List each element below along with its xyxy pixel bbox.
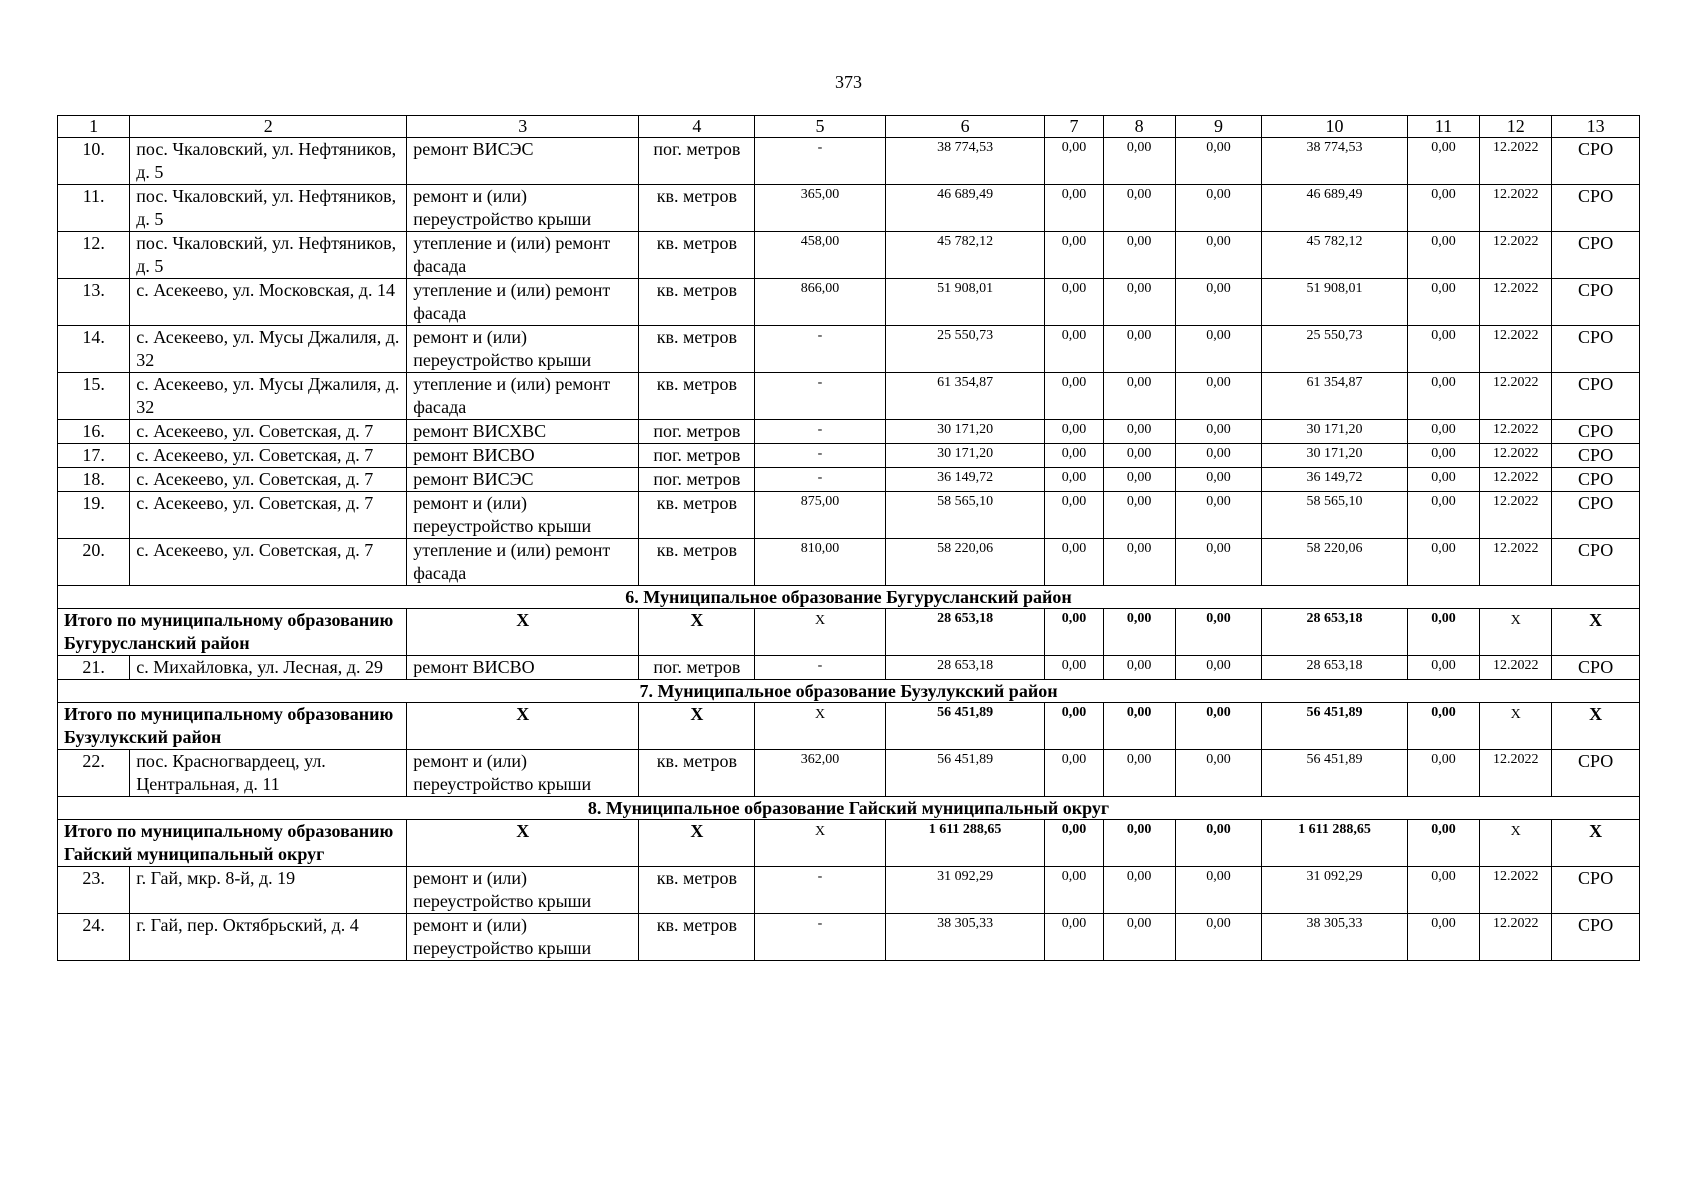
volume-cell: 866,00 bbox=[755, 279, 885, 326]
column-number: 8 bbox=[1103, 116, 1175, 138]
subtotal-label: Итого по муниципальному образованию Гайский муниципальный округ bbox=[58, 820, 407, 867]
subtotal-x: X bbox=[1480, 820, 1552, 867]
method-cell: СРО bbox=[1552, 468, 1640, 492]
value-cell: 28 653,18 bbox=[1262, 656, 1408, 680]
method-cell: СРО bbox=[1552, 279, 1640, 326]
subtotal-x: X bbox=[1552, 703, 1640, 750]
method-cell: СРО bbox=[1552, 420, 1640, 444]
work-type-cell: утепление и (или) ремонт фасада bbox=[407, 373, 639, 420]
total-cost-cell: 30 171,20 bbox=[885, 444, 1045, 468]
column-number: 10 bbox=[1262, 116, 1408, 138]
address-cell: г. Гай, пер. Октябрьский, д. 4 bbox=[130, 914, 407, 961]
subtotal-x: X bbox=[407, 609, 639, 656]
address-cell: с. Асекеево, ул. Советская, д. 7 bbox=[130, 492, 407, 539]
page-number: 373 bbox=[835, 72, 862, 92]
value-cell: 0,00 bbox=[1045, 279, 1103, 326]
date-cell: 12.2022 bbox=[1480, 138, 1552, 185]
date-cell: 12.2022 bbox=[1480, 914, 1552, 961]
value-cell: 0,00 bbox=[1103, 468, 1175, 492]
subtotal-x: X bbox=[407, 820, 639, 867]
subtotal-value: 28 653,18 bbox=[1262, 609, 1408, 656]
address-cell: пос. Чкаловский, ул. Нефтяников, д. 5 bbox=[130, 138, 407, 185]
volume-cell: 365,00 bbox=[755, 185, 885, 232]
work-type-cell: ремонт ВИСЭС bbox=[407, 138, 639, 185]
method-cell: СРО bbox=[1552, 373, 1640, 420]
total-cost-cell: 56 451,89 bbox=[885, 750, 1045, 797]
table-row bbox=[58, 232, 1640, 279]
date-cell: 12.2022 bbox=[1480, 539, 1552, 586]
row-number: 16. bbox=[58, 420, 130, 444]
table-row bbox=[58, 492, 1640, 539]
total-cost-cell: 61 354,87 bbox=[885, 373, 1045, 420]
total-cost-cell: 38 774,53 bbox=[885, 138, 1045, 185]
unit-cell: пог. метров bbox=[639, 420, 755, 444]
subtotal-value: 0,00 bbox=[1045, 609, 1103, 656]
unit-cell: пог. метров bbox=[639, 138, 755, 185]
method-cell: СРО bbox=[1552, 326, 1640, 373]
value-cell: 0,00 bbox=[1045, 373, 1103, 420]
address-cell: г. Гай, мкр. 8-й, д. 19 bbox=[130, 867, 407, 914]
total-cost-cell: 38 305,33 bbox=[885, 914, 1045, 961]
value-cell: 0,00 bbox=[1175, 279, 1261, 326]
row-number: 19. bbox=[58, 492, 130, 539]
value-cell: 0,00 bbox=[1103, 138, 1175, 185]
work-type-cell: ремонт и (или) переустройство крыши bbox=[407, 185, 639, 232]
value-cell: 0,00 bbox=[1045, 232, 1103, 279]
value-cell: 0,00 bbox=[1045, 138, 1103, 185]
table-row bbox=[58, 279, 1640, 326]
value-cell: 0,00 bbox=[1103, 492, 1175, 539]
row-number: 23. bbox=[58, 867, 130, 914]
subtotal-value: 0,00 bbox=[1045, 820, 1103, 867]
value-cell: 58 565,10 bbox=[1262, 492, 1408, 539]
value-cell: 0,00 bbox=[1175, 185, 1261, 232]
date-cell: 12.2022 bbox=[1480, 326, 1552, 373]
value-cell: 56 451,89 bbox=[1262, 750, 1408, 797]
total-cost-cell: 58 565,10 bbox=[885, 492, 1045, 539]
value-cell: 0,00 bbox=[1045, 750, 1103, 797]
column-number: 4 bbox=[639, 116, 755, 138]
method-cell: СРО bbox=[1552, 656, 1640, 680]
row-number: 21. bbox=[58, 656, 130, 680]
subtotal-value: 0,00 bbox=[1175, 609, 1261, 656]
value-cell: 0,00 bbox=[1175, 867, 1261, 914]
method-cell: СРО bbox=[1552, 232, 1640, 279]
column-number: 7 bbox=[1045, 116, 1103, 138]
value-cell: 0,00 bbox=[1045, 492, 1103, 539]
subtotal-x: X bbox=[1552, 609, 1640, 656]
row-number: 24. bbox=[58, 914, 130, 961]
table-row bbox=[58, 867, 1640, 914]
subtotal-value: 0,00 bbox=[1103, 820, 1175, 867]
table-row bbox=[58, 539, 1640, 586]
subtotal-x: X bbox=[407, 703, 639, 750]
unit-cell: пог. метров bbox=[639, 656, 755, 680]
subtotal-value: 0,00 bbox=[1407, 609, 1479, 656]
subtotal-value: 0,00 bbox=[1407, 703, 1479, 750]
value-cell: 0,00 bbox=[1045, 420, 1103, 444]
value-cell: 0,00 bbox=[1045, 185, 1103, 232]
value-cell: 0,00 bbox=[1175, 373, 1261, 420]
unit-cell: кв. метров bbox=[639, 867, 755, 914]
value-cell: 0,00 bbox=[1407, 232, 1479, 279]
subtotal-x: X bbox=[639, 820, 755, 867]
total-cost-cell: 25 550,73 bbox=[885, 326, 1045, 373]
value-cell: 58 220,06 bbox=[1262, 539, 1408, 586]
value-cell: 61 354,87 bbox=[1262, 373, 1408, 420]
method-cell: СРО bbox=[1552, 492, 1640, 539]
value-cell: 31 092,29 bbox=[1262, 867, 1408, 914]
work-type-cell: ремонт и (или) переустройство крыши bbox=[407, 750, 639, 797]
date-cell: 12.2022 bbox=[1480, 867, 1552, 914]
subtotal-x: X bbox=[1480, 609, 1552, 656]
subtotal-x: X bbox=[755, 609, 885, 656]
value-cell: 0,00 bbox=[1103, 750, 1175, 797]
address-cell: с. Асекеево, ул. Советская, д. 7 bbox=[130, 539, 407, 586]
subtotal-value: 0,00 bbox=[1103, 609, 1175, 656]
volume-cell: 458,00 bbox=[755, 232, 885, 279]
date-cell: 12.2022 bbox=[1480, 656, 1552, 680]
row-number: 15. bbox=[58, 373, 130, 420]
address-cell: с. Асекеево, ул. Советская, д. 7 bbox=[130, 444, 407, 468]
address-cell: пос. Чкаловский, ул. Нефтяников, д. 5 bbox=[130, 185, 407, 232]
section-header-row bbox=[58, 797, 1640, 820]
address-cell: с. Асекеево, ул. Мусы Джалиля, д. 32 bbox=[130, 373, 407, 420]
unit-cell: кв. метров bbox=[639, 750, 755, 797]
volume-cell: - bbox=[755, 867, 885, 914]
value-cell: 0,00 bbox=[1407, 279, 1479, 326]
row-number: 10. bbox=[58, 138, 130, 185]
table-row bbox=[58, 468, 1640, 492]
total-cost-cell: 58 220,06 bbox=[885, 539, 1045, 586]
table-row bbox=[58, 185, 1640, 232]
total-cost-cell: 31 092,29 bbox=[885, 867, 1045, 914]
address-cell: с. Асекеево, ул. Московская, д. 14 bbox=[130, 279, 407, 326]
value-cell: 0,00 bbox=[1103, 656, 1175, 680]
value-cell: 45 782,12 bbox=[1262, 232, 1408, 279]
row-number: 12. bbox=[58, 232, 130, 279]
method-cell: СРО bbox=[1552, 867, 1640, 914]
unit-cell: пог. метров bbox=[639, 468, 755, 492]
value-cell: 0,00 bbox=[1407, 373, 1479, 420]
total-cost-cell: 30 171,20 bbox=[885, 420, 1045, 444]
repair-plan-table bbox=[57, 115, 1640, 961]
unit-cell: кв. метров bbox=[639, 914, 755, 961]
value-cell: 0,00 bbox=[1045, 914, 1103, 961]
table-row bbox=[58, 373, 1640, 420]
subtotal-value: 0,00 bbox=[1175, 703, 1261, 750]
total-cost-cell: 36 149,72 bbox=[885, 468, 1045, 492]
unit-cell: кв. метров bbox=[639, 539, 755, 586]
table-row bbox=[58, 656, 1640, 680]
value-cell: 0,00 bbox=[1103, 232, 1175, 279]
total-cost-cell: 28 653,18 bbox=[885, 656, 1045, 680]
volume-cell: - bbox=[755, 373, 885, 420]
row-number: 20. bbox=[58, 539, 130, 586]
table-row bbox=[58, 914, 1640, 961]
value-cell: 0,00 bbox=[1103, 185, 1175, 232]
column-number: 11 bbox=[1407, 116, 1479, 138]
value-cell: 0,00 bbox=[1407, 914, 1479, 961]
work-type-cell: ремонт ВИСХВС bbox=[407, 420, 639, 444]
volume-cell: - bbox=[755, 656, 885, 680]
section-title: 6. Муниципальное образование Бугурусланский район bbox=[58, 586, 1640, 609]
method-cell: СРО bbox=[1552, 539, 1640, 586]
total-cost-cell: 45 782,12 bbox=[885, 232, 1045, 279]
address-cell: с. Асекеево, ул. Мусы Джалиля, д. 32 bbox=[130, 326, 407, 373]
subtotal-x: X bbox=[639, 703, 755, 750]
value-cell: 0,00 bbox=[1407, 444, 1479, 468]
value-cell: 0,00 bbox=[1103, 326, 1175, 373]
subtotal-x: X bbox=[755, 820, 885, 867]
date-cell: 12.2022 bbox=[1480, 468, 1552, 492]
date-cell: 12.2022 bbox=[1480, 420, 1552, 444]
address-cell: пос. Чкаловский, ул. Нефтяников, д. 5 bbox=[130, 232, 407, 279]
date-cell: 12.2022 bbox=[1480, 279, 1552, 326]
table-row bbox=[58, 326, 1640, 373]
value-cell: 25 550,73 bbox=[1262, 326, 1408, 373]
work-type-cell: ремонт и (или) переустройство крыши bbox=[407, 326, 639, 373]
subtotal-amount: 1 611 288,65 bbox=[885, 820, 1045, 867]
value-cell: 0,00 bbox=[1045, 444, 1103, 468]
work-type-cell: ремонт и (или) переустройство крыши bbox=[407, 914, 639, 961]
row-number: 13. bbox=[58, 279, 130, 326]
row-number: 18. bbox=[58, 468, 130, 492]
column-number: 3 bbox=[407, 116, 639, 138]
row-number: 14. bbox=[58, 326, 130, 373]
date-cell: 12.2022 bbox=[1480, 750, 1552, 797]
work-type-cell: утепление и (или) ремонт фасада bbox=[407, 539, 639, 586]
value-cell: 0,00 bbox=[1407, 539, 1479, 586]
value-cell: 0,00 bbox=[1175, 232, 1261, 279]
column-number: 6 bbox=[885, 116, 1045, 138]
method-cell: СРО bbox=[1552, 138, 1640, 185]
row-number: 11. bbox=[58, 185, 130, 232]
column-number-row bbox=[58, 116, 1640, 138]
volume-cell: - bbox=[755, 420, 885, 444]
work-type-cell: ремонт ВИСВО bbox=[407, 444, 639, 468]
value-cell: 51 908,01 bbox=[1262, 279, 1408, 326]
work-type-cell: ремонт ВИСЭС bbox=[407, 468, 639, 492]
unit-cell: кв. метров bbox=[639, 279, 755, 326]
table-row bbox=[58, 138, 1640, 185]
date-cell: 12.2022 bbox=[1480, 232, 1552, 279]
column-number: 12 bbox=[1480, 116, 1552, 138]
subtotal-value: 0,00 bbox=[1407, 820, 1479, 867]
value-cell: 0,00 bbox=[1175, 750, 1261, 797]
value-cell: 0,00 bbox=[1103, 867, 1175, 914]
subtotal-value: 0,00 bbox=[1175, 820, 1261, 867]
work-type-cell: ремонт и (или) переустройство крыши bbox=[407, 492, 639, 539]
subtotal-row bbox=[58, 703, 1640, 750]
value-cell: 0,00 bbox=[1175, 326, 1261, 373]
value-cell: 38 774,53 bbox=[1262, 138, 1408, 185]
value-cell: 0,00 bbox=[1407, 656, 1479, 680]
value-cell: 0,00 bbox=[1045, 468, 1103, 492]
value-cell: 0,00 bbox=[1103, 914, 1175, 961]
section-header-row bbox=[58, 586, 1640, 609]
value-cell: 0,00 bbox=[1175, 420, 1261, 444]
subtotal-x: X bbox=[1480, 703, 1552, 750]
value-cell: 0,00 bbox=[1045, 656, 1103, 680]
work-type-cell: ремонт ВИСВО bbox=[407, 656, 639, 680]
unit-cell: кв. метров bbox=[639, 232, 755, 279]
address-cell: с. Асекеево, ул. Советская, д. 7 bbox=[130, 420, 407, 444]
table-row bbox=[58, 750, 1640, 797]
value-cell: 0,00 bbox=[1045, 539, 1103, 586]
value-cell: 0,00 bbox=[1407, 867, 1479, 914]
value-cell: 0,00 bbox=[1407, 492, 1479, 539]
value-cell: 30 171,20 bbox=[1262, 420, 1408, 444]
value-cell: 0,00 bbox=[1103, 539, 1175, 586]
subtotal-row bbox=[58, 609, 1640, 656]
total-cost-cell: 51 908,01 bbox=[885, 279, 1045, 326]
subtotal-value: 0,00 bbox=[1045, 703, 1103, 750]
row-number: 22. bbox=[58, 750, 130, 797]
date-cell: 12.2022 bbox=[1480, 373, 1552, 420]
value-cell: 0,00 bbox=[1175, 492, 1261, 539]
value-cell: 0,00 bbox=[1407, 326, 1479, 373]
value-cell: 38 305,33 bbox=[1262, 914, 1408, 961]
subtotal-label: Итого по муниципальному образованию Бузулукский район bbox=[58, 703, 407, 750]
work-type-cell: утепление и (или) ремонт фасада bbox=[407, 279, 639, 326]
column-number: 13 bbox=[1552, 116, 1640, 138]
subtotal-row bbox=[58, 820, 1640, 867]
section-title: 7. Муниципальное образование Бузулукский район bbox=[58, 680, 1640, 703]
value-cell: 0,00 bbox=[1407, 138, 1479, 185]
value-cell: 0,00 bbox=[1175, 444, 1261, 468]
method-cell: СРО bbox=[1552, 750, 1640, 797]
subtotal-value: 56 451,89 bbox=[1262, 703, 1408, 750]
value-cell: 0,00 bbox=[1103, 444, 1175, 468]
address-cell: с. Михайловка, ул. Лесная, д. 29 bbox=[130, 656, 407, 680]
subtotal-x: X bbox=[639, 609, 755, 656]
volume-cell: - bbox=[755, 326, 885, 373]
column-number: 9 bbox=[1175, 116, 1261, 138]
subtotal-amount: 56 451,89 bbox=[885, 703, 1045, 750]
volume-cell: - bbox=[755, 914, 885, 961]
subtotal-amount: 28 653,18 bbox=[885, 609, 1045, 656]
date-cell: 12.2022 bbox=[1480, 185, 1552, 232]
column-number: 2 bbox=[130, 116, 407, 138]
value-cell: 0,00 bbox=[1175, 656, 1261, 680]
value-cell: 0,00 bbox=[1175, 468, 1261, 492]
value-cell: 0,00 bbox=[1175, 914, 1261, 961]
value-cell: 0,00 bbox=[1175, 138, 1261, 185]
unit-cell: кв. метров bbox=[639, 492, 755, 539]
date-cell: 12.2022 bbox=[1480, 444, 1552, 468]
table-row bbox=[58, 420, 1640, 444]
volume-cell: - bbox=[755, 138, 885, 185]
volume-cell: 362,00 bbox=[755, 750, 885, 797]
row-number: 17. bbox=[58, 444, 130, 468]
work-type-cell: утепление и (или) ремонт фасада bbox=[407, 232, 639, 279]
volume-cell: 875,00 bbox=[755, 492, 885, 539]
value-cell: 0,00 bbox=[1407, 420, 1479, 444]
unit-cell: пог. метров bbox=[639, 444, 755, 468]
column-number: 5 bbox=[755, 116, 885, 138]
value-cell: 36 149,72 bbox=[1262, 468, 1408, 492]
volume-cell: - bbox=[755, 444, 885, 468]
subtotal-value: 0,00 bbox=[1103, 703, 1175, 750]
subtotal-x: X bbox=[755, 703, 885, 750]
subtotal-x: X bbox=[1552, 820, 1640, 867]
date-cell: 12.2022 bbox=[1480, 492, 1552, 539]
method-cell: СРО bbox=[1552, 914, 1640, 961]
value-cell: 46 689,49 bbox=[1262, 185, 1408, 232]
work-type-cell: ремонт и (или) переустройство крыши bbox=[407, 867, 639, 914]
volume-cell: - bbox=[755, 468, 885, 492]
method-cell: СРО bbox=[1552, 185, 1640, 232]
unit-cell: кв. метров bbox=[639, 185, 755, 232]
column-number: 1 bbox=[58, 116, 130, 138]
section-header-row bbox=[58, 680, 1640, 703]
subtotal-value: 1 611 288,65 bbox=[1262, 820, 1408, 867]
value-cell: 0,00 bbox=[1103, 420, 1175, 444]
subtotal-label: Итого по муниципальному образованию Бугурусланский район bbox=[58, 609, 407, 656]
section-title: 8. Муниципальное образование Гайский муниципальный округ bbox=[58, 797, 1640, 820]
total-cost-cell: 46 689,49 bbox=[885, 185, 1045, 232]
address-cell: с. Асекеево, ул. Советская, д. 7 bbox=[130, 468, 407, 492]
value-cell: 0,00 bbox=[1103, 279, 1175, 326]
value-cell: 0,00 bbox=[1407, 185, 1479, 232]
value-cell: 0,00 bbox=[1407, 750, 1479, 797]
volume-cell: 810,00 bbox=[755, 539, 885, 586]
unit-cell: кв. метров bbox=[639, 326, 755, 373]
value-cell: 0,00 bbox=[1045, 867, 1103, 914]
method-cell: СРО bbox=[1552, 444, 1640, 468]
value-cell: 0,00 bbox=[1045, 326, 1103, 373]
value-cell: 0,00 bbox=[1103, 373, 1175, 420]
value-cell: 30 171,20 bbox=[1262, 444, 1408, 468]
value-cell: 0,00 bbox=[1407, 468, 1479, 492]
table-row bbox=[58, 444, 1640, 468]
address-cell: пос. Красногвардеец, ул. Центральная, д. 11 bbox=[130, 750, 407, 797]
unit-cell: кв. метров bbox=[639, 373, 755, 420]
value-cell: 0,00 bbox=[1175, 539, 1261, 586]
